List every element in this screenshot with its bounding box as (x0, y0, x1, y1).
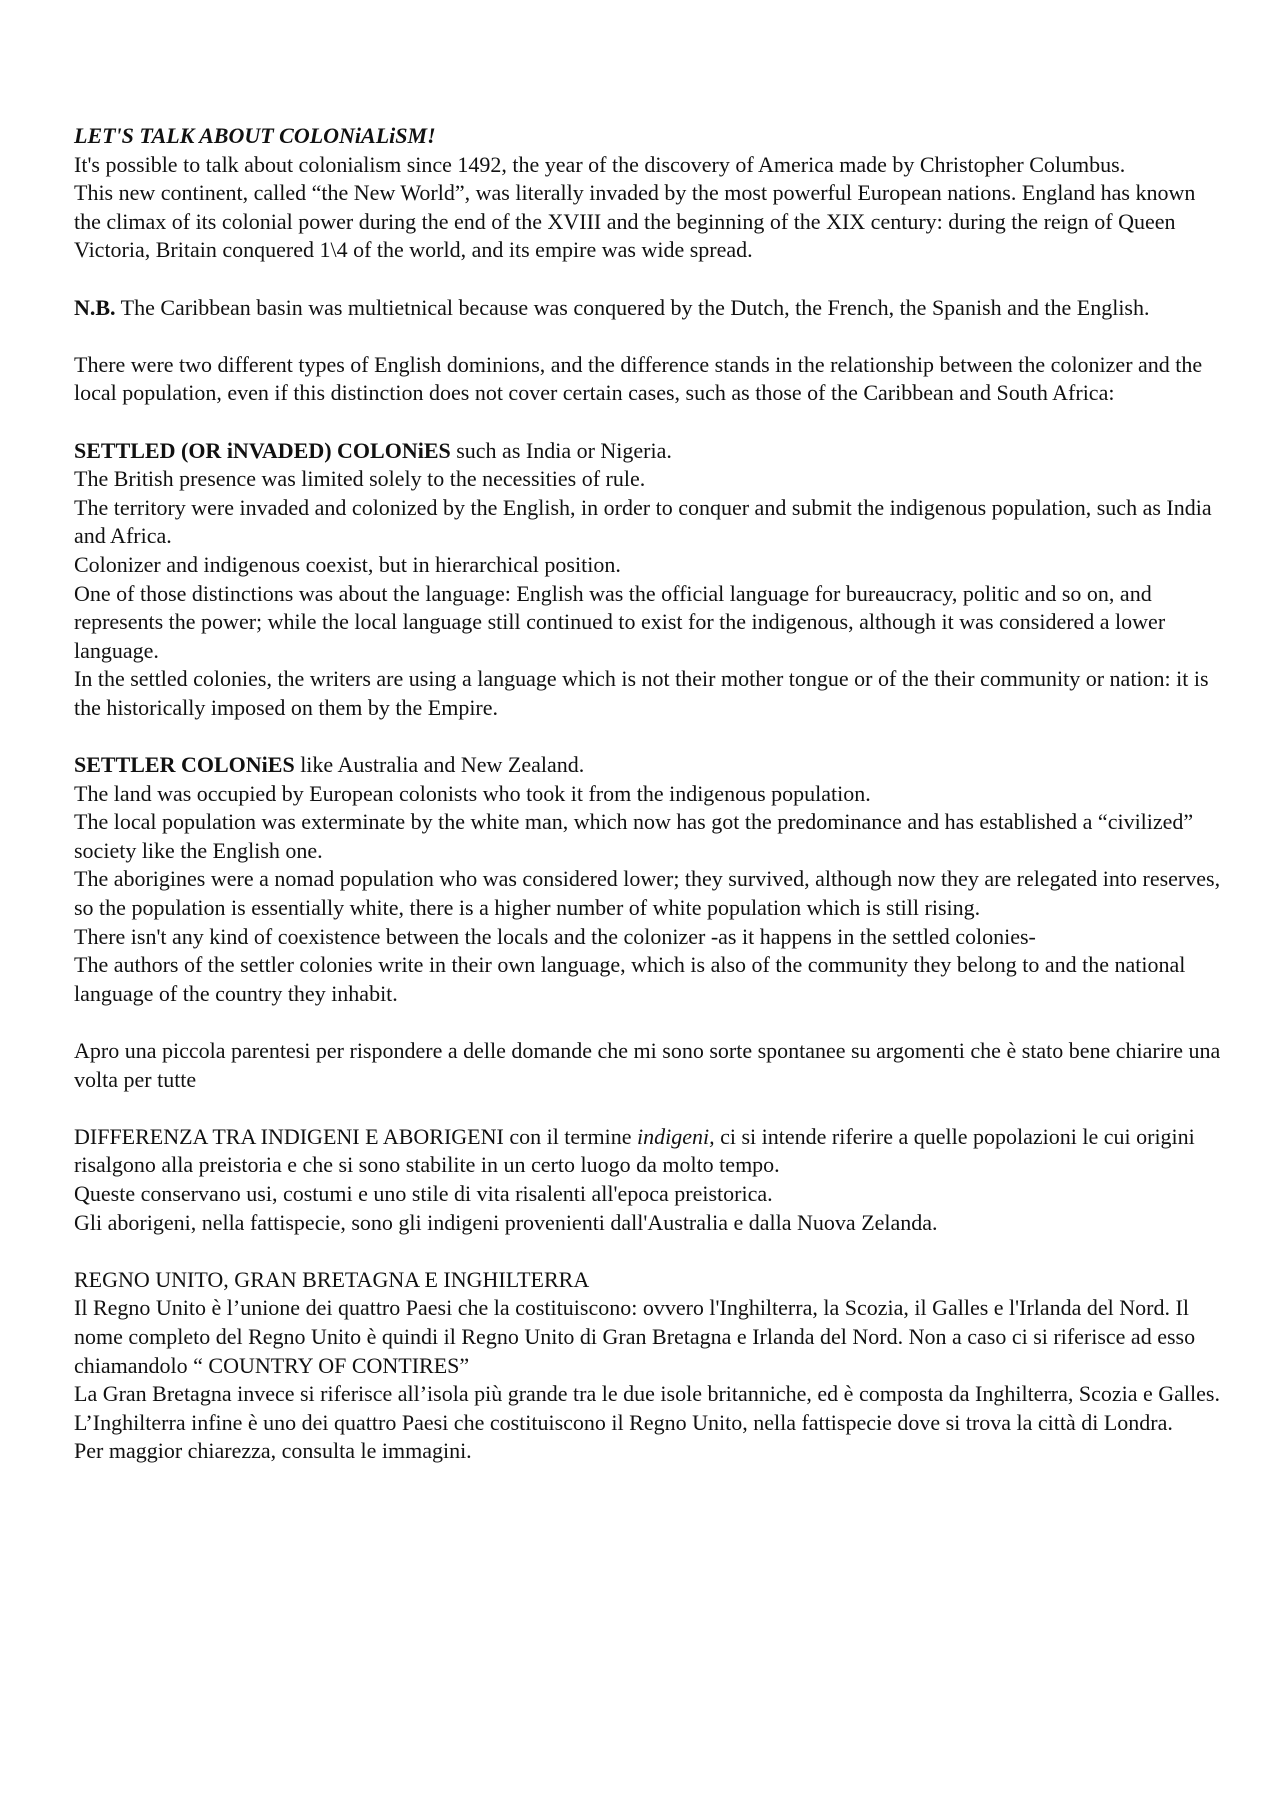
document-title: LET'S TALK ABOUT COLONiALiSM! (74, 123, 436, 148)
indigeni-pre: con il termine (503, 1123, 637, 1149)
indigeni-line-1: Queste conservano usi, costumi e uno stile di vita risalenti all'epoca preistorica. (74, 1180, 773, 1206)
indigeni-line-2: Gli aborigeni, nella fattispecie, sono gli indigeni provenienti dall'Australia e dalla Nuova Zelanda. (74, 1209, 938, 1235)
settler-line-5: The authors of the settler colonies write in their own language, which is also of the community they belong to and the national language of the country they inhabit. (74, 952, 1186, 1006)
settled-line-2: The territory were invaded and colonized by the English, in order to conquer and submit the indigenous population, such as India and Africa. (74, 494, 1212, 549)
indigeni-heading: DIFFERENZA TRA INDIGENI E ABORIGENI (74, 1123, 504, 1149)
settled-line-3: Colonizer and indigenous coexist, but in hierarchical position. (74, 551, 621, 577)
regno-line-2: La Gran Bretagna invece si riferisce all’isola più grande tra le due isole britanniche, ed è composta da Inghilterra, Scozia e Galles. (74, 1381, 1220, 1407)
regno-line-4: Per maggior chiarezza, consulta le immagini. (74, 1438, 472, 1464)
settler-line-3: The aborigines were a nomad population who was considered lower; they survived, although now they are relegated into reserves, so the population is essentially white, there is a higher number of white population which is still rising. (74, 866, 1221, 921)
settled-heading-line (74, 437, 1224, 466)
regno-heading: REGNO UNITO, GRAN BRETAGNA E INGHILTERRA (74, 1266, 590, 1292)
settler-heading-rest: like Australia and New Zealand. (294, 752, 585, 778)
settler-line-2: The local population was exterminate by the white man, which now has got the predominance and has established a “civilized” society like the English one. (74, 809, 1194, 863)
settler-line-1: The land was occupied by European colonists who took it from the indigenous population. (74, 780, 871, 806)
document-page (74, 122, 1224, 1466)
dominions-paragraph: There were two different types of English dominions, and the difference stands in the relationship between the colonizer and the local population, even if this distinction does not cover certain cases, such as those of the Caribbean and South Africa: (74, 351, 1203, 406)
settler-heading: SETTLER COLONiES (74, 752, 295, 778)
indigeni-post: ci si intende riferire a quelle popolazioni le cui origini risalgono alla preistoria e che si sono stabilite in un certo luogo da molto tempo. (74, 1123, 1195, 1178)
settled-line-5: In the settled colonies, the writers are using a language which is not their mother tongue or of the their community or nation: it is the historically imposed on them by the Empire. (74, 666, 1209, 720)
settler-heading-line (74, 751, 1224, 780)
intro-paragraph-2: This new continent, called “the New World”, was literally invaded by the most powerful European nations. England has known the climax of its colonial power during the end of the XVIII and the beginning of the XIX century: during the reign of Queen Victoria, Britain conquered 1\4 of the world, and its empire was wide spread. (74, 180, 1196, 263)
spacer (74, 265, 1224, 294)
settled-line-1: The British presence was limited solely to the necessities of rule. (74, 466, 646, 492)
settled-heading-rest: such as India or Nigeria. (450, 437, 672, 463)
spacer (74, 322, 1224, 351)
intro-paragraph-1: It's possible to talk about colonialism since 1492, the year of the discovery of America made by Christopher Columbus. (74, 151, 1126, 177)
spacer (74, 1008, 1224, 1037)
spacer (74, 408, 1224, 437)
settler-line-4: There isn't any kind of coexistence between the locals and the colonizer -as it happens in the settled colonies- (74, 923, 1036, 949)
spacer (74, 722, 1224, 751)
spacer (74, 1237, 1224, 1266)
indigeni-term: indigeni, (637, 1123, 715, 1149)
indigeni-paragraph (74, 1123, 1224, 1180)
regno-line-1: Il Regno Unito è l’unione dei quattro Paesi che la costituiscono: ovvero l'Inghilterra, la Scozia, il Galles e l'Irlanda del Nord. Il nome completo del Regno Unito è quindi il Regno Unito di Gran Bretagna e Irlanda del Nord. Non a caso ci si riferisce ad esso chiamandolo “ COUNTRY OF CONTIRES” (74, 1295, 1196, 1378)
settled-heading: SETTLED (OR iNVADED) COLONiES (74, 437, 451, 463)
regno-line-3: L’Inghilterra infine è uno dei quattro Paesi che costituiscono il Regno Unito, nella fattispecie dove si trova la città di Londra. (74, 1409, 1173, 1435)
parentesi-paragraph: Apro una piccola parentesi per rispondere a delle domande che mi sono sorte spontanee su argomenti che è stato bene chiarire una volta per tutte (74, 1038, 1221, 1092)
settled-line-4: One of those distinctions was about the language: English was the official language for bureaucracy, politic and so on, and represents the power; while the local language still continued to exist for the indigenous, although it was considered a lower language. (74, 580, 1166, 663)
nb-label: N.B. (74, 294, 116, 320)
nb-paragraph (74, 294, 1224, 323)
nb-text: The Caribbean basin was multietnical because was conquered by the Dutch, the French, the Spanish and the English. (115, 294, 1150, 320)
spacer (74, 1094, 1224, 1123)
